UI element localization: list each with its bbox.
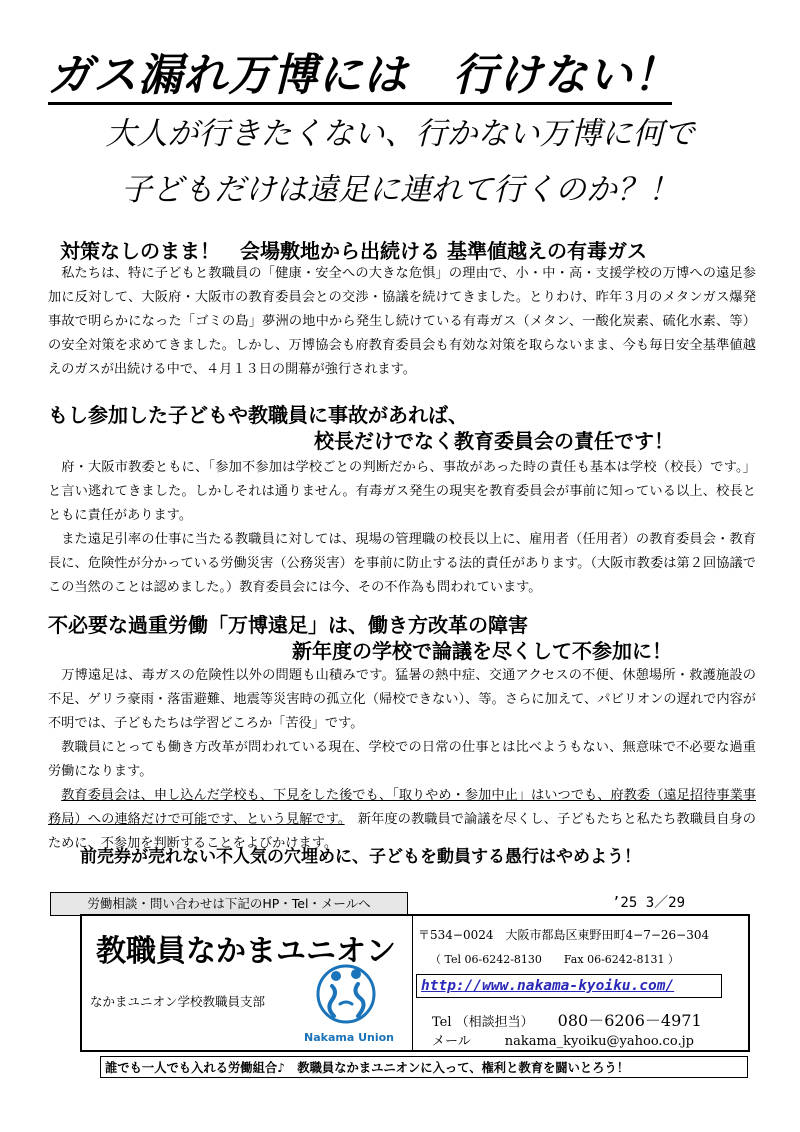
tel-number[interactable]: 080－6206－4971 — [557, 1011, 702, 1030]
issue-date: ’25 3／29 — [612, 895, 686, 911]
section1-body — [48, 262, 756, 382]
nakama-union-logo — [304, 958, 395, 1046]
logo-text: Nakama Union — [304, 1031, 395, 1044]
logo-icon — [304, 958, 390, 1030]
section2-heading-line-2: 校長だけでなく教育委員会の責任です！ — [314, 429, 674, 453]
subtitle-line-2: 子どもだけは遠足に連れて行くのか？！ — [121, 172, 679, 208]
underlined-statement: 教育委員会は、申し込んだ学校も、下見をした後でも、「取りやめ・参加中止」はいつでも、府教委（遠足招待事業事務局）への連絡だけで可能です、という見解です。 — [48, 788, 756, 827]
section2-paragraph-2: また遠足引率の仕事に当たる教職員に対しては、現場の管理職の校長以上に、雇用者（任用者）の教育委員会・教育長に、危険性が分かっている労働災害（公務災害）を事前に防止する法的責任があります。（大阪市教委は第２回協議でこの当然のことは認めました。）教育委員会には今、その不作為も問われています。 — [48, 532, 756, 595]
email-row — [432, 1030, 694, 1049]
consult-tel — [432, 1008, 702, 1031]
section1-paragraph: 私たちは、特に子どもと教職員の「健康・安全への大きな危惧」の理由で、小・中・高・支援学校の万博への遠足参加に反対して、大阪府・大阪市の教育委員会との交渉・協議を続けてきました。とりわけ、昨年３月のメタンガス爆発事故で明らかになった「ゴミの島」夢洲の地中から発生し続けている有毒ガス（メタン、一酸化炭素、硫化水素、等）の安全対策を求めてきました。しかし、万博協会も府教育委員会も有効な対策を取らないまま、今も毎日安全基準値越えのガスが出続ける中で、４月１３日の開幕が強行されます。 — [48, 266, 756, 377]
section2-heading-line-1: もし参加した子どもや教職員に事故があれば、 — [48, 403, 468, 427]
mail-label: メール — [432, 1034, 471, 1049]
section3-heading-line-2: 新年度の学校で論議を尽くして不参加に！ — [292, 639, 672, 663]
contact-label: 労働相談・問い合わせは下記のHP・Tel・メールへ — [50, 892, 408, 916]
section3-body — [48, 664, 756, 856]
union-panel — [82, 916, 412, 1050]
title-underline — [48, 102, 672, 105]
contact-details — [418, 916, 744, 1050]
subtitle-line-1: 大人が行きたくない、行かない万博に何で — [105, 116, 695, 152]
page-title: ガス漏れ万博には 行けない！ — [48, 50, 678, 101]
tel-label: Tel （相談担当） — [432, 1015, 534, 1030]
website-link[interactable]: http://www.nakama-kyoiku.com/ — [416, 974, 722, 998]
section2-body — [48, 456, 756, 600]
postal-address: 〒534−0024 大阪市都島区東野田町4−7−26−304 — [418, 928, 710, 942]
union-name: 教職員なかまユニオン — [96, 934, 396, 969]
email-address[interactable]: nakama_kyoiku@yahoo.co.jp — [504, 1034, 694, 1049]
section3-paragraph-2: 教職員にとっても働き方改革が問われている現在、学校での日常の仕事とは比べようもない、無意味で不必要な過重労働になります。 — [48, 740, 756, 779]
closing-slogan: 前売券が売れない不人気の穴埋めに、子どもを動員する愚行はやめよう！ — [80, 847, 641, 867]
footer-slogan: 誰でも一人でも入れる労働組合♪ 教職員なかまユニオンに入って、権利と教育を闘いとろう！ — [100, 1056, 748, 1078]
contact-box — [80, 914, 750, 1052]
section1-heading: 対策なしのまま！ 会場敷地から出続ける 基準値越えの有毒ガス — [60, 239, 647, 263]
section3-heading-line-1: 不必要な過重労働「万博遠足」は、働き方改革の障害 — [48, 613, 528, 637]
box-divider — [412, 916, 413, 1050]
tel-fax: （ Tel 06-6242-8130 Fax 06-6242-8131 ） — [430, 953, 679, 966]
section3-paragraph-1: 万博遠足は、毒ガスの危険性以外の問題も山積みです。猛暑の熱中症、交通アクセスの不便、休憩場所・救護施設の不足、ゲリラ豪雨・落雷避難、地震等災害時の孤立化（帰校できない）、等。さらに加えて、パビリオンの遅れで内容が不明では、子どもたちは学習どころか「苦役」です。 — [48, 668, 756, 731]
section2-paragraph-1: 府・大阪市教委ともに、「参加不参加は学校ごとの判断だから、事故があった時の責任も基本は学校（校長）です。」と言い逃れてきました。しかしそれは通りません。有毒ガス発生の現実を教育委員会が事前に知っている以上、校長とともに責任があります。 — [48, 460, 756, 523]
call-to-action: 新年度の教職員で論議を尽くし、子どもたちと私たち教職員自身のために、不参加を判断することをよびかけます。 — [48, 812, 756, 851]
branch-name: なかまユニオン学校教職員支部 — [90, 994, 266, 1009]
